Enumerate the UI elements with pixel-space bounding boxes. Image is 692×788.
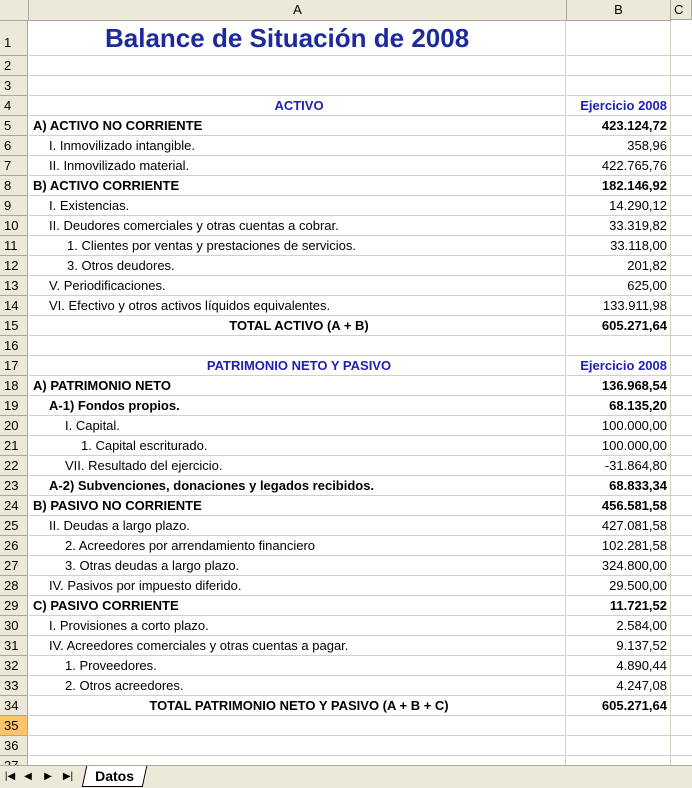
row-header[interactable]: 25 [0,516,28,536]
cell-b[interactable]: 423.124,72 [567,116,671,136]
row-header[interactable]: 4 [0,96,28,116]
cell-a[interactable]: C) PASIVO CORRIENTE [29,596,566,616]
cell-c[interactable] [671,696,692,716]
cell-c[interactable] [671,196,692,216]
cell-c[interactable] [671,316,692,336]
cell-c[interactable] [671,636,692,656]
cell-c[interactable] [671,356,692,376]
cell-c[interactable] [671,516,692,536]
cell-a[interactable] [29,56,566,76]
cell-c[interactable] [671,396,692,416]
cell-b[interactable]: 11.721,52 [567,596,671,616]
cell-a[interactable]: TOTAL ACTIVO (A + B) [29,316,566,336]
cell-c[interactable] [671,76,692,96]
sheet-title: Balance de Situación de 2008 [105,23,470,53]
table-row [0,21,692,56]
row-header[interactable]: 34 [0,696,28,716]
row-header[interactable]: 35 [0,716,28,736]
row-header[interactable]: 27 [0,556,28,576]
column-header-b[interactable]: B [567,0,671,21]
table-row [0,156,692,176]
cell-c[interactable] [671,616,692,636]
row-header[interactable]: 31 [0,636,28,656]
row-header[interactable]: 1 [0,21,28,56]
row-header[interactable]: 2 [0,56,28,76]
table-row [0,496,692,516]
row-header[interactable]: 9 [0,196,28,216]
cell-a[interactable]: A) PATRIMONIO NETO [29,376,566,396]
cell-b[interactable]: 605.271,64 [567,696,671,716]
table-row [0,56,692,76]
cell-b[interactable]: 29.500,00 [567,576,671,596]
column-header-c[interactable]: C [671,0,692,20]
cell-a[interactable]: V. Periodificaciones. [29,276,566,296]
table-row [0,276,692,296]
sheet-tab-label: Datos [95,768,135,784]
table-row [0,536,692,556]
cell-b[interactable]: 100.000,00 [567,416,671,436]
cell-b[interactable]: 33.118,00 [567,236,671,256]
row-header[interactable]: 22 [0,456,28,476]
cell-b[interactable]: Ejercicio 2008 [567,356,671,376]
cell-b[interactable] [567,21,671,56]
table-row [0,316,692,336]
cell-c[interactable] [671,376,692,396]
cell-c[interactable] [671,56,692,76]
row-header[interactable]: 16 [0,336,28,356]
cell-a[interactable] [29,336,566,356]
cell-a[interactable]: A) ACTIVO NO CORRIENTE [29,116,566,136]
cell-b[interactable]: 182.146,92 [567,176,671,196]
cell-b[interactable]: 68.833,34 [567,476,671,496]
cell-b[interactable]: 2.584,00 [567,616,671,636]
table-row [0,676,692,696]
cell-a[interactable]: ACTIVO [29,96,566,116]
cell-b[interactable]: 68.135,20 [567,396,671,416]
row-header[interactable]: 28 [0,576,28,596]
cell-b[interactable]: 100.000,00 [567,436,671,456]
cell-a[interactable] [29,736,566,756]
table-row [0,216,692,236]
row-header[interactable]: 30 [0,616,28,636]
cell-c[interactable] [671,716,692,736]
cell-a[interactable]: 2. Acreedores por arrendamiento financiero [29,536,566,556]
cell-b[interactable] [567,76,671,96]
cell-a[interactable]: VII. Resultado del ejercicio. [29,456,566,476]
cell-c[interactable] [671,296,692,316]
cell-a[interactable]: IV. Pasivos por impuesto diferido. [29,576,566,596]
table-row [0,256,692,276]
table-row [0,296,692,316]
cell-b[interactable]: 14.290,12 [567,196,671,216]
cell-a[interactable]: II. Deudores comerciales y otras cuentas a cobrar. [29,216,566,236]
cell-a[interactable]: B) ACTIVO CORRIENTE [29,176,566,196]
cell-b[interactable]: 33.319,82 [567,216,671,236]
cell-c[interactable] [671,256,692,276]
first-sheet-icon[interactable]: |◀ [4,771,16,782]
cell-b[interactable]: 201,82 [567,256,671,276]
cell-c[interactable] [671,156,692,176]
cell-c[interactable] [671,556,692,576]
cell-c[interactable] [671,656,692,676]
sheet-tab-bar [0,765,692,788]
cell-a[interactable]: II. Inmovilizado material. [29,156,566,176]
table-row [0,636,692,656]
table-row [0,376,692,396]
row-header[interactable]: 6 [0,136,28,156]
table-row [0,656,692,676]
cell-c[interactable] [671,476,692,496]
row-header[interactable]: 36 [0,736,28,756]
cell-a[interactable]: 3. Otras deudas a largo plazo. [29,556,566,576]
table-row [0,236,692,256]
cell-a[interactable]: II. Deudas a largo plazo. [29,516,566,536]
cell-b[interactable] [567,336,671,356]
cell-b[interactable]: 4.247,08 [567,676,671,696]
column-headers [0,0,692,21]
row-header[interactable]: 18 [0,376,28,396]
table-row [0,116,692,136]
table-row [0,456,692,476]
cell-c[interactable] [671,496,692,516]
cell-a[interactable]: A-1) Fondos propios. [29,396,566,416]
cell-b[interactable]: 427.081,58 [567,516,671,536]
row-header[interactable]: 5 [0,116,28,136]
row-header[interactable]: 21 [0,436,28,456]
cell-c[interactable] [671,736,692,756]
table-row [0,176,692,196]
cell-c[interactable] [671,576,692,596]
cell-a[interactable] [29,76,566,96]
cell-c[interactable] [671,96,692,116]
row-header[interactable]: 12 [0,256,28,276]
table-row [0,396,692,416]
row-header[interactable]: 29 [0,596,28,616]
cell-a[interactable]: TOTAL PATRIMONIO NETO Y PASIVO (A + B + C) [29,696,566,716]
cell-a[interactable]: 1. Clientes por ventas y prestaciones de servicios. [29,236,566,256]
cell-b[interactable]: Ejercicio 2008 [567,96,671,116]
row-header[interactable]: 20 [0,416,28,436]
cell-c[interactable] [671,596,692,616]
cell-b[interactable]: 324.800,00 [567,556,671,576]
row-header[interactable]: 33 [0,676,28,696]
cell-b[interactable] [567,736,671,756]
cell-a[interactable]: B) PASIVO NO CORRIENTE [29,496,566,516]
cell-b[interactable]: 102.281,58 [567,536,671,556]
table-row [0,576,692,596]
table-row [0,96,692,116]
cell-b[interactable]: 422.765,76 [567,156,671,176]
cell-b[interactable]: -31.864,80 [567,456,671,476]
table-row [0,696,692,716]
table-row [0,476,692,496]
cell-a[interactable]: I. Provisiones a corto plazo. [29,616,566,636]
table-row [0,596,692,616]
cell-b[interactable]: 4.890,44 [567,656,671,676]
cell-a[interactable]: VI. Efectivo y otros activos líquidos equivalentes. [29,296,566,316]
cell-b[interactable]: 136.968,54 [567,376,671,396]
cell-c[interactable] [671,436,692,456]
next-sheet-icon[interactable]: ▶ [44,771,52,782]
row-header[interactable]: 3 [0,76,28,96]
row-header[interactable]: 13 [0,276,28,296]
table-row [0,616,692,636]
prev-sheet-icon[interactable]: ◀ [24,771,32,782]
table-row [0,716,692,736]
cell-a[interactable]: 1. Proveedores. [29,656,566,676]
cell-b[interactable] [567,716,671,736]
row-header[interactable]: 17 [0,356,28,376]
row-header[interactable]: 26 [0,536,28,556]
row-header[interactable]: 32 [0,656,28,676]
cell-a[interactable]: 1. Capital escriturado. [29,436,566,456]
cell-a[interactable]: 2. Otros acreedores. [29,676,566,696]
cell-b[interactable]: 605.271,64 [567,316,671,336]
cell-a[interactable] [29,21,566,56]
cell-c[interactable] [671,216,692,236]
cell-b[interactable] [567,56,671,76]
cell-a[interactable]: I. Existencias. [29,196,566,216]
table-row [0,516,692,536]
table-row [0,76,692,96]
row-header[interactable]: 7 [0,156,28,176]
row-header[interactable]: 19 [0,396,28,416]
cell-c[interactable] [671,336,692,356]
cell-c[interactable] [671,416,692,436]
cell-b[interactable]: 625,00 [567,276,671,296]
row-header[interactable]: 11 [0,236,28,256]
cell-c[interactable] [671,456,692,476]
cell-c[interactable] [671,116,692,136]
cell-b[interactable]: 456.581,58 [567,496,671,516]
cell-a[interactable]: A-2) Subvenciones, donaciones y legados recibidos. [29,476,566,496]
cell-a[interactable]: IV. Acreedores comerciales y otras cuentas a pagar. [29,636,566,656]
row-header[interactable]: 24 [0,496,28,516]
cell-c[interactable] [671,276,692,296]
cell-b[interactable]: 9.137,52 [567,636,671,656]
cell-c[interactable] [671,536,692,556]
cell-c[interactable] [671,176,692,196]
cell-a[interactable]: I. Inmovilizado intangible. [29,136,566,156]
row-header[interactable]: 10 [0,216,28,236]
table-row [0,556,692,576]
table-row [0,436,692,456]
cell-c[interactable] [671,676,692,696]
row-header[interactable]: 15 [0,316,28,336]
row-header[interactable]: 14 [0,296,28,316]
row-header[interactable]: 23 [0,476,28,496]
sheet-tab-datos[interactable] [82,766,147,787]
select-all-corner[interactable] [0,0,29,21]
row-header[interactable]: 8 [0,176,28,196]
cell-c[interactable] [671,136,692,156]
table-row [0,736,692,756]
table-row [0,416,692,436]
cell-a[interactable]: 3. Otros deudores. [29,256,566,276]
cell-c[interactable] [671,21,692,56]
cell-b[interactable]: 358,96 [567,136,671,156]
cell-a[interactable]: I. Capital. [29,416,566,436]
table-row [0,336,692,356]
cell-a[interactable]: PATRIMONIO NETO Y PASIVO [29,356,566,376]
column-header-a[interactable]: A [29,0,567,21]
table-row [0,356,692,376]
last-sheet-icon[interactable]: ▶| [62,771,74,782]
cell-b[interactable]: 133.911,98 [567,296,671,316]
cell-c[interactable] [671,236,692,256]
cell-a[interactable] [29,716,566,736]
table-row [0,196,692,216]
table-row [0,136,692,156]
